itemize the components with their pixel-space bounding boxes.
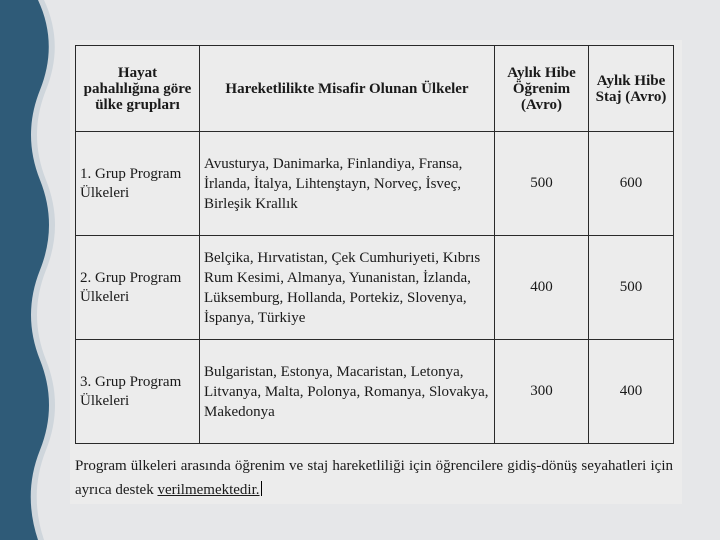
internship-grant-cell: 500 [589,236,674,340]
internship-grant-cell: 600 [589,132,674,236]
header-group: Hayat pahalılığına göre ülke grupları [76,46,200,132]
document-image [70,40,682,504]
group-cell: 1. Grup Program Ülkeleri [76,132,200,236]
header-study-grant: Aylık Hibe Öğrenim (Avro) [495,46,589,132]
internship-grant-cell: 400 [589,340,674,444]
countries-cell: Belçika, Hırvatistan, Çek Cumhuriyeti, Kıbrıs Rum Kesimi, Almanya, Yunanistan, İzlanda, Lüksemburg, Hollanda, Portekiz, Slovenya, İspanya, Türkiye [200,236,495,340]
footnote-text: Program ülkeleri arasında öğrenim ve staj hareketliliği için öğrencilere gidiş-dönüş seyahatleri için ayrıca destek [75,458,673,498]
countries-cell: Avusturya, Danimarka, Finlandiya, Fransa, İrlanda, İtalya, Lihtenştayn, Norveç, İsveç, Birleşik Krallık [200,132,495,236]
header-internship-grant: Aylık Hibe Staj (Avro) [589,46,674,132]
group-cell: 3. Grup Program Ülkeleri [76,340,200,444]
footnote-emphasis: verilmemektedir. [157,482,260,498]
table-row [76,340,674,444]
countries-cell: Bulgaristan, Estonya, Macaristan, Letonya, Litvanya, Malta, Polonya, Romanya, Slovakya, Makedonya [200,340,495,444]
decorative-side-band [0,0,60,540]
header-countries: Hareketlilikte Misafir Olunan Ülkeler [200,46,495,132]
study-grant-cell: 500 [495,132,589,236]
grant-table [75,45,674,444]
table-row [76,132,674,236]
table-row [76,236,674,340]
study-grant-cell: 300 [495,340,589,444]
text-cursor [261,481,262,496]
footnote [75,454,673,502]
header-row [76,46,674,132]
study-grant-cell: 400 [495,236,589,340]
group-cell: 2. Grup Program Ülkeleri [76,236,200,340]
